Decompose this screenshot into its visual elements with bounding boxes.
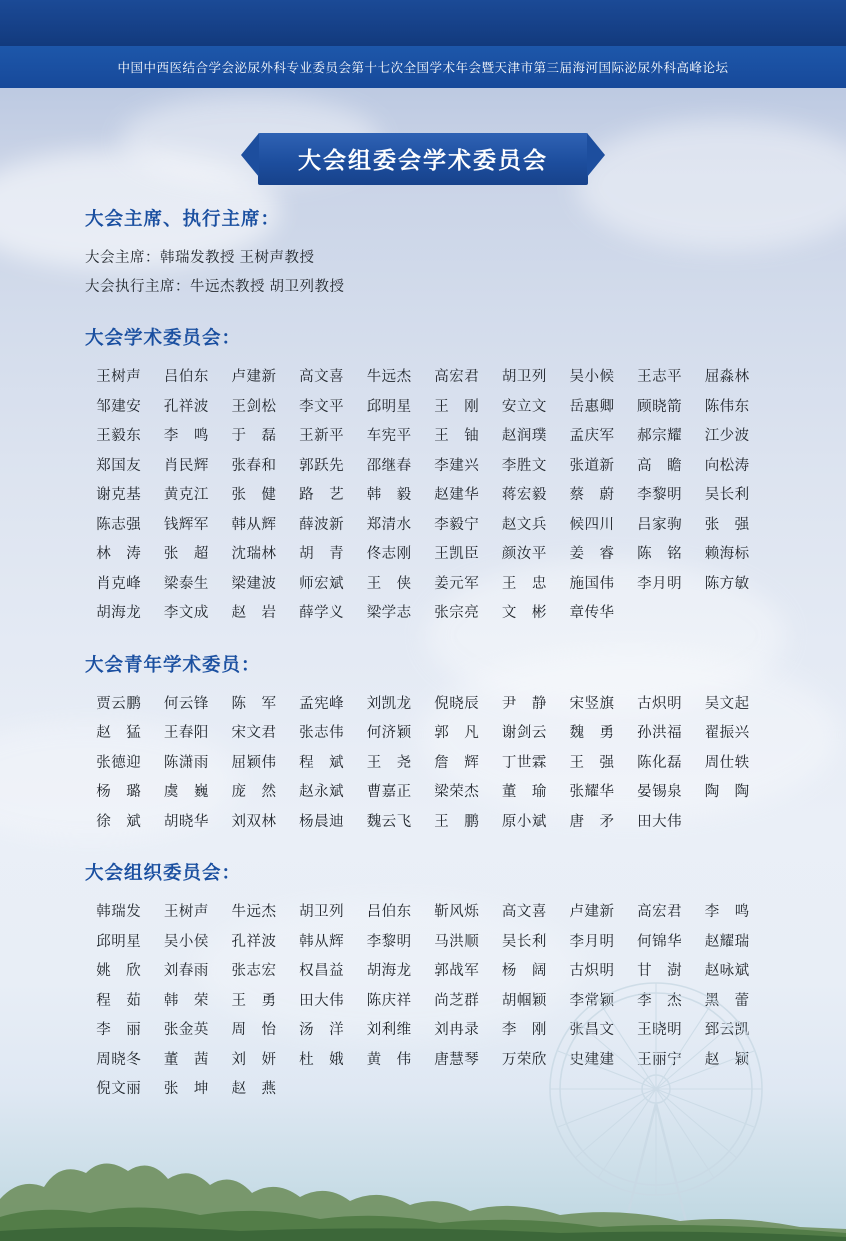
name-cell: 张春和 [231,457,277,474]
name-cell: 卢建新 [231,369,277,385]
name-cell: 王丽宁 [637,1051,683,1068]
name-cell: 邵继春 [366,457,412,474]
name-cell: 赵 猛 [96,725,142,741]
tree-line-illustration [0,1121,846,1241]
name-cell: 胡卫列 [501,369,547,385]
name-cell: 赵永斌 [299,784,345,800]
name-cell: 王 铀 [434,428,480,444]
name-cell: 薛波新 [299,516,345,533]
name-cell: 牛远杰 [366,369,412,385]
name-cell: 赵文兵 [501,516,547,533]
name-cell: 郭跃先 [299,457,345,474]
name-cell: 王剑松 [231,398,277,415]
name-cell: 吕伯东 [366,904,412,920]
name-cell: 颜汝平 [501,546,547,562]
name-cell: 尹 静 [501,695,547,712]
name-cell: 刘 妍 [231,1051,277,1068]
name-cell: 姚 欣 [96,963,142,979]
name-cell: 赵 颖 [704,1051,750,1068]
name-cell: 刘双林 [231,813,277,830]
name-cell: 吴小候 [569,369,615,385]
name-cell: 赖海标 [704,546,750,562]
name-cell: 马洪顺 [434,933,480,950]
name-cell: 谢剑云 [501,725,547,741]
name-cell: 李文成 [163,605,209,621]
name-cell: 宋文君 [231,725,277,741]
name-cell: 林 涛 [96,546,142,562]
name-cell: 程 斌 [299,754,345,771]
name-cell: 詹 辉 [434,754,480,771]
name-cell: 孟庆军 [569,428,615,444]
name-cell: 靳风烁 [434,904,480,920]
name-cell: 李 杰 [637,992,683,1009]
name-cell: 张志伟 [299,725,345,741]
name-cell: 刘春雨 [163,963,209,979]
name-cell: 吴小侯 [163,933,209,950]
name-cell: 施国伟 [569,575,615,592]
name-cell: 张金英 [163,1022,209,1038]
name-cell: 谢克基 [96,487,142,503]
name-cell: 刘凯龙 [366,695,412,712]
name-cell: 王 鹏 [434,813,480,830]
name-cell: 卢建新 [569,904,615,920]
name-cell: 高文喜 [299,369,345,385]
name-cell: 张宗亮 [434,605,480,621]
name-cell: 赵 岩 [231,605,277,621]
name-cell: 韩 荣 [163,992,209,1009]
name-grid [85,690,761,838]
name-cell: 佟志刚 [366,546,412,562]
name-cell: 徐 斌 [96,813,142,830]
content-area [85,205,761,1111]
name-cell: 文 彬 [501,605,547,621]
name-cell: 何云锋 [163,695,209,712]
name-cell: 陶 陶 [704,784,750,800]
name-cell: 赵润璞 [501,428,547,444]
name-cell: 王 强 [569,754,615,771]
name-cell: 古炽明 [569,963,615,979]
name-cell: 姜 睿 [569,546,615,562]
name-cell: 郭 凡 [434,725,480,741]
name-cell: 韩 毅 [366,487,412,503]
name-cell: 王 勇 [231,992,277,1009]
name-cell: 高宏君 [637,904,683,920]
conference-title: 中国中西医结合学会泌尿外科专业委员会第十七次全国学术年会暨天津市第三届海河国际泌尿外科高峰论坛 [117,61,729,75]
name-cell: 屈颖伟 [231,754,277,771]
name-cell: 李常颖 [569,992,615,1009]
name-cell: 高 瞻 [637,457,683,474]
section-line: 大会执行主席：牛远杰教授 胡卫列教授 [85,279,345,295]
name-cell: 王毅东 [96,428,142,444]
name-grid [85,898,761,1105]
name-cell: 王树声 [163,904,209,920]
name-cell: 胡帼颖 [501,992,547,1009]
name-cell: 梁泰生 [163,575,209,592]
name-cell: 贾云鹏 [96,695,142,712]
name-cell: 郅云凯 [704,1022,750,1038]
name-cell: 曹嘉正 [366,784,412,800]
name-cell: 张德迎 [96,754,142,771]
name-cell: 王 刚 [434,398,480,415]
name-cell: 张志宏 [231,963,277,979]
name-cell: 魏云飞 [366,813,412,830]
name-cell: 胡晓华 [163,813,209,830]
name-cell: 向松涛 [704,457,750,474]
name-cell: 张 坤 [163,1081,209,1097]
name-cell: 吴长利 [501,933,547,950]
banner-container [0,133,846,185]
name-cell: 吕家驹 [637,516,683,533]
name-cell: 李黎明 [637,487,683,503]
name-cell: 黄 伟 [366,1051,412,1068]
name-cell: 李建兴 [434,457,480,474]
name-cell: 李月明 [569,933,615,950]
name-cell: 胡卫列 [299,904,345,920]
name-cell: 肖克峰 [96,575,142,592]
name-cell: 陈 军 [231,695,277,712]
name-cell: 张道新 [569,457,615,474]
name-cell: 万荣欣 [501,1051,547,1068]
name-cell: 周 怡 [231,1022,277,1038]
name-cell: 岳惠卿 [569,398,615,415]
name-cell: 高文喜 [501,904,547,920]
name-cell: 李胜文 [501,457,547,474]
name-cell: 王 忠 [501,575,547,592]
name-cell: 韩瑞发 [96,904,142,920]
name-cell: 安立文 [501,398,547,415]
name-cell: 师宏斌 [299,575,345,592]
name-cell: 虞 巍 [163,784,209,800]
name-cell: 郭战军 [434,963,480,979]
name-cell: 魏 勇 [569,725,615,741]
name-cell: 蔡 蔚 [569,487,615,503]
section-title: 大会组织委员会： [85,862,242,883]
name-cell: 胡 青 [299,546,345,562]
name-cell: 吴文起 [704,695,750,712]
name-cell: 钱辉军 [163,516,209,533]
name-cell: 赵建华 [434,487,480,503]
name-cell: 候四川 [569,516,615,533]
name-cell: 何锦华 [637,933,683,950]
name-cell: 吴长利 [704,487,750,503]
name-cell: 顾晓箭 [637,398,683,415]
page-title: 大会组委会学术委员会 [258,133,588,185]
name-cell: 唐慧琴 [434,1051,480,1068]
section-title: 大会学术委员会： [85,327,242,348]
section-3 [85,859,761,1105]
name-cell: 黑 蕾 [704,992,750,1009]
name-cell: 梁建波 [231,575,277,592]
section-title: 大会青年学术委员： [85,653,261,675]
name-cell: 牛远杰 [231,904,277,920]
name-cell: 孔祥波 [231,933,277,950]
name-cell: 李月明 [637,575,683,592]
name-cell: 晏锡泉 [637,784,683,800]
name-cell: 汤 洋 [299,1022,345,1038]
name-cell: 王 尧 [366,754,412,771]
conference-title-bar [0,46,846,88]
name-cell: 路 艺 [299,487,345,503]
section-line: 大会主席：韩瑞发教授 王树声教授 [85,250,315,266]
section-title: 大会主席、执行主席： [85,208,281,229]
name-cell: 刘利维 [366,1022,412,1038]
name-cell: 李 丽 [96,1022,142,1038]
name-cell: 陈 铭 [637,546,683,562]
name-cell: 孔祥波 [163,398,209,415]
name-cell: 王春阳 [163,725,209,741]
name-cell: 胡海龙 [366,963,412,979]
name-cell: 胡海龙 [96,605,142,621]
name-cell: 田大伟 [299,992,345,1009]
name-cell: 董 茜 [163,1051,209,1068]
name-cell: 张 健 [231,487,277,503]
name-cell: 蒋宏毅 [501,487,547,503]
name-cell: 王晓明 [637,1022,683,1038]
name-cell: 郑国友 [96,457,142,474]
name-cell: 田大伟 [637,813,683,830]
name-cell: 李毅宁 [434,516,480,533]
name-cell: 张 强 [704,516,750,533]
name-cell: 李 鸣 [704,904,750,920]
name-cell: 李 刚 [501,1022,547,1038]
name-cell: 车宪平 [366,428,412,444]
section-1 [85,324,761,629]
name-cell: 孙洪福 [637,725,683,741]
name-cell: 赵 燕 [231,1081,277,1097]
name-cell: 张昌文 [569,1022,615,1038]
name-cell: 张耀华 [569,784,615,800]
name-cell: 周仕轶 [704,754,750,771]
name-cell: 史建建 [569,1051,615,1068]
name-cell: 陈方敏 [704,575,750,592]
name-cell: 吕伯东 [163,369,209,385]
name-cell: 邹建安 [96,398,142,415]
name-cell: 唐 矛 [569,813,615,830]
name-cell: 程 茹 [96,992,142,1009]
name-cell: 邱明星 [366,398,412,415]
name-cell: 王凯臣 [434,546,480,562]
name-cell: 杜 娥 [299,1051,345,1068]
name-cell: 甘 澍 [637,963,683,979]
name-cell: 张 超 [163,546,209,562]
name-cell: 梁学志 [366,605,412,621]
name-cell: 王志平 [637,369,683,385]
name-cell: 邱明星 [96,933,142,950]
name-cell: 李文平 [299,398,345,415]
name-cell: 尚芝群 [434,992,480,1009]
name-cell: 杨 阔 [501,963,547,979]
name-cell: 王树声 [96,369,142,385]
name-cell: 翟振兴 [704,725,750,741]
name-cell: 高宏君 [434,369,480,385]
name-cell: 李 鸣 [163,428,209,444]
name-cell: 沈瑞林 [231,546,277,562]
name-cell: 李黎明 [366,933,412,950]
name-cell: 杨晨迪 [299,813,345,830]
name-cell: 王新平 [299,428,345,444]
name-cell: 黄克江 [163,487,209,503]
name-cell: 陈潇雨 [163,754,209,771]
name-cell: 姜元军 [434,575,480,592]
name-cell: 陈化磊 [637,754,683,771]
name-cell: 倪晓辰 [434,695,480,712]
name-cell: 郑清水 [366,516,412,533]
section-2 [85,651,761,838]
top-bar [0,0,846,46]
name-cell: 丁世霖 [501,754,547,771]
name-cell: 何济颖 [366,725,412,741]
name-cell: 杨 璐 [96,784,142,800]
name-cell: 章传华 [569,605,615,621]
name-cell: 于 磊 [231,428,277,444]
name-cell: 刘冉录 [434,1022,480,1038]
name-cell: 宋竖旗 [569,695,615,712]
name-cell: 王 侠 [366,575,412,592]
name-cell: 倪文丽 [96,1081,142,1097]
name-cell: 陈庆祥 [366,992,412,1009]
name-cell: 梁荣杰 [434,784,480,800]
name-cell: 肖民辉 [163,457,209,474]
name-cell: 孟宪峰 [299,695,345,712]
name-cell: 韩从辉 [231,516,277,533]
name-cell: 韩从辉 [299,933,345,950]
name-cell: 赵耀瑞 [704,933,750,950]
name-cell: 江少波 [704,428,750,444]
name-cell: 庞 然 [231,784,277,800]
name-cell: 古炽明 [637,695,683,712]
name-cell: 原小斌 [501,813,547,830]
name-cell: 权昌益 [299,963,345,979]
name-cell: 陈志强 [96,516,142,533]
section-0 [85,205,761,302]
name-cell: 屈淼林 [704,369,750,385]
name-cell: 薛学义 [299,605,345,621]
name-cell: 赵咏斌 [704,963,750,979]
name-cell: 郝宗耀 [637,428,683,444]
name-cell: 董 瑜 [501,784,547,800]
name-cell: 陈伟东 [704,398,750,415]
name-grid [85,363,761,629]
name-cell: 周晓冬 [96,1051,142,1068]
